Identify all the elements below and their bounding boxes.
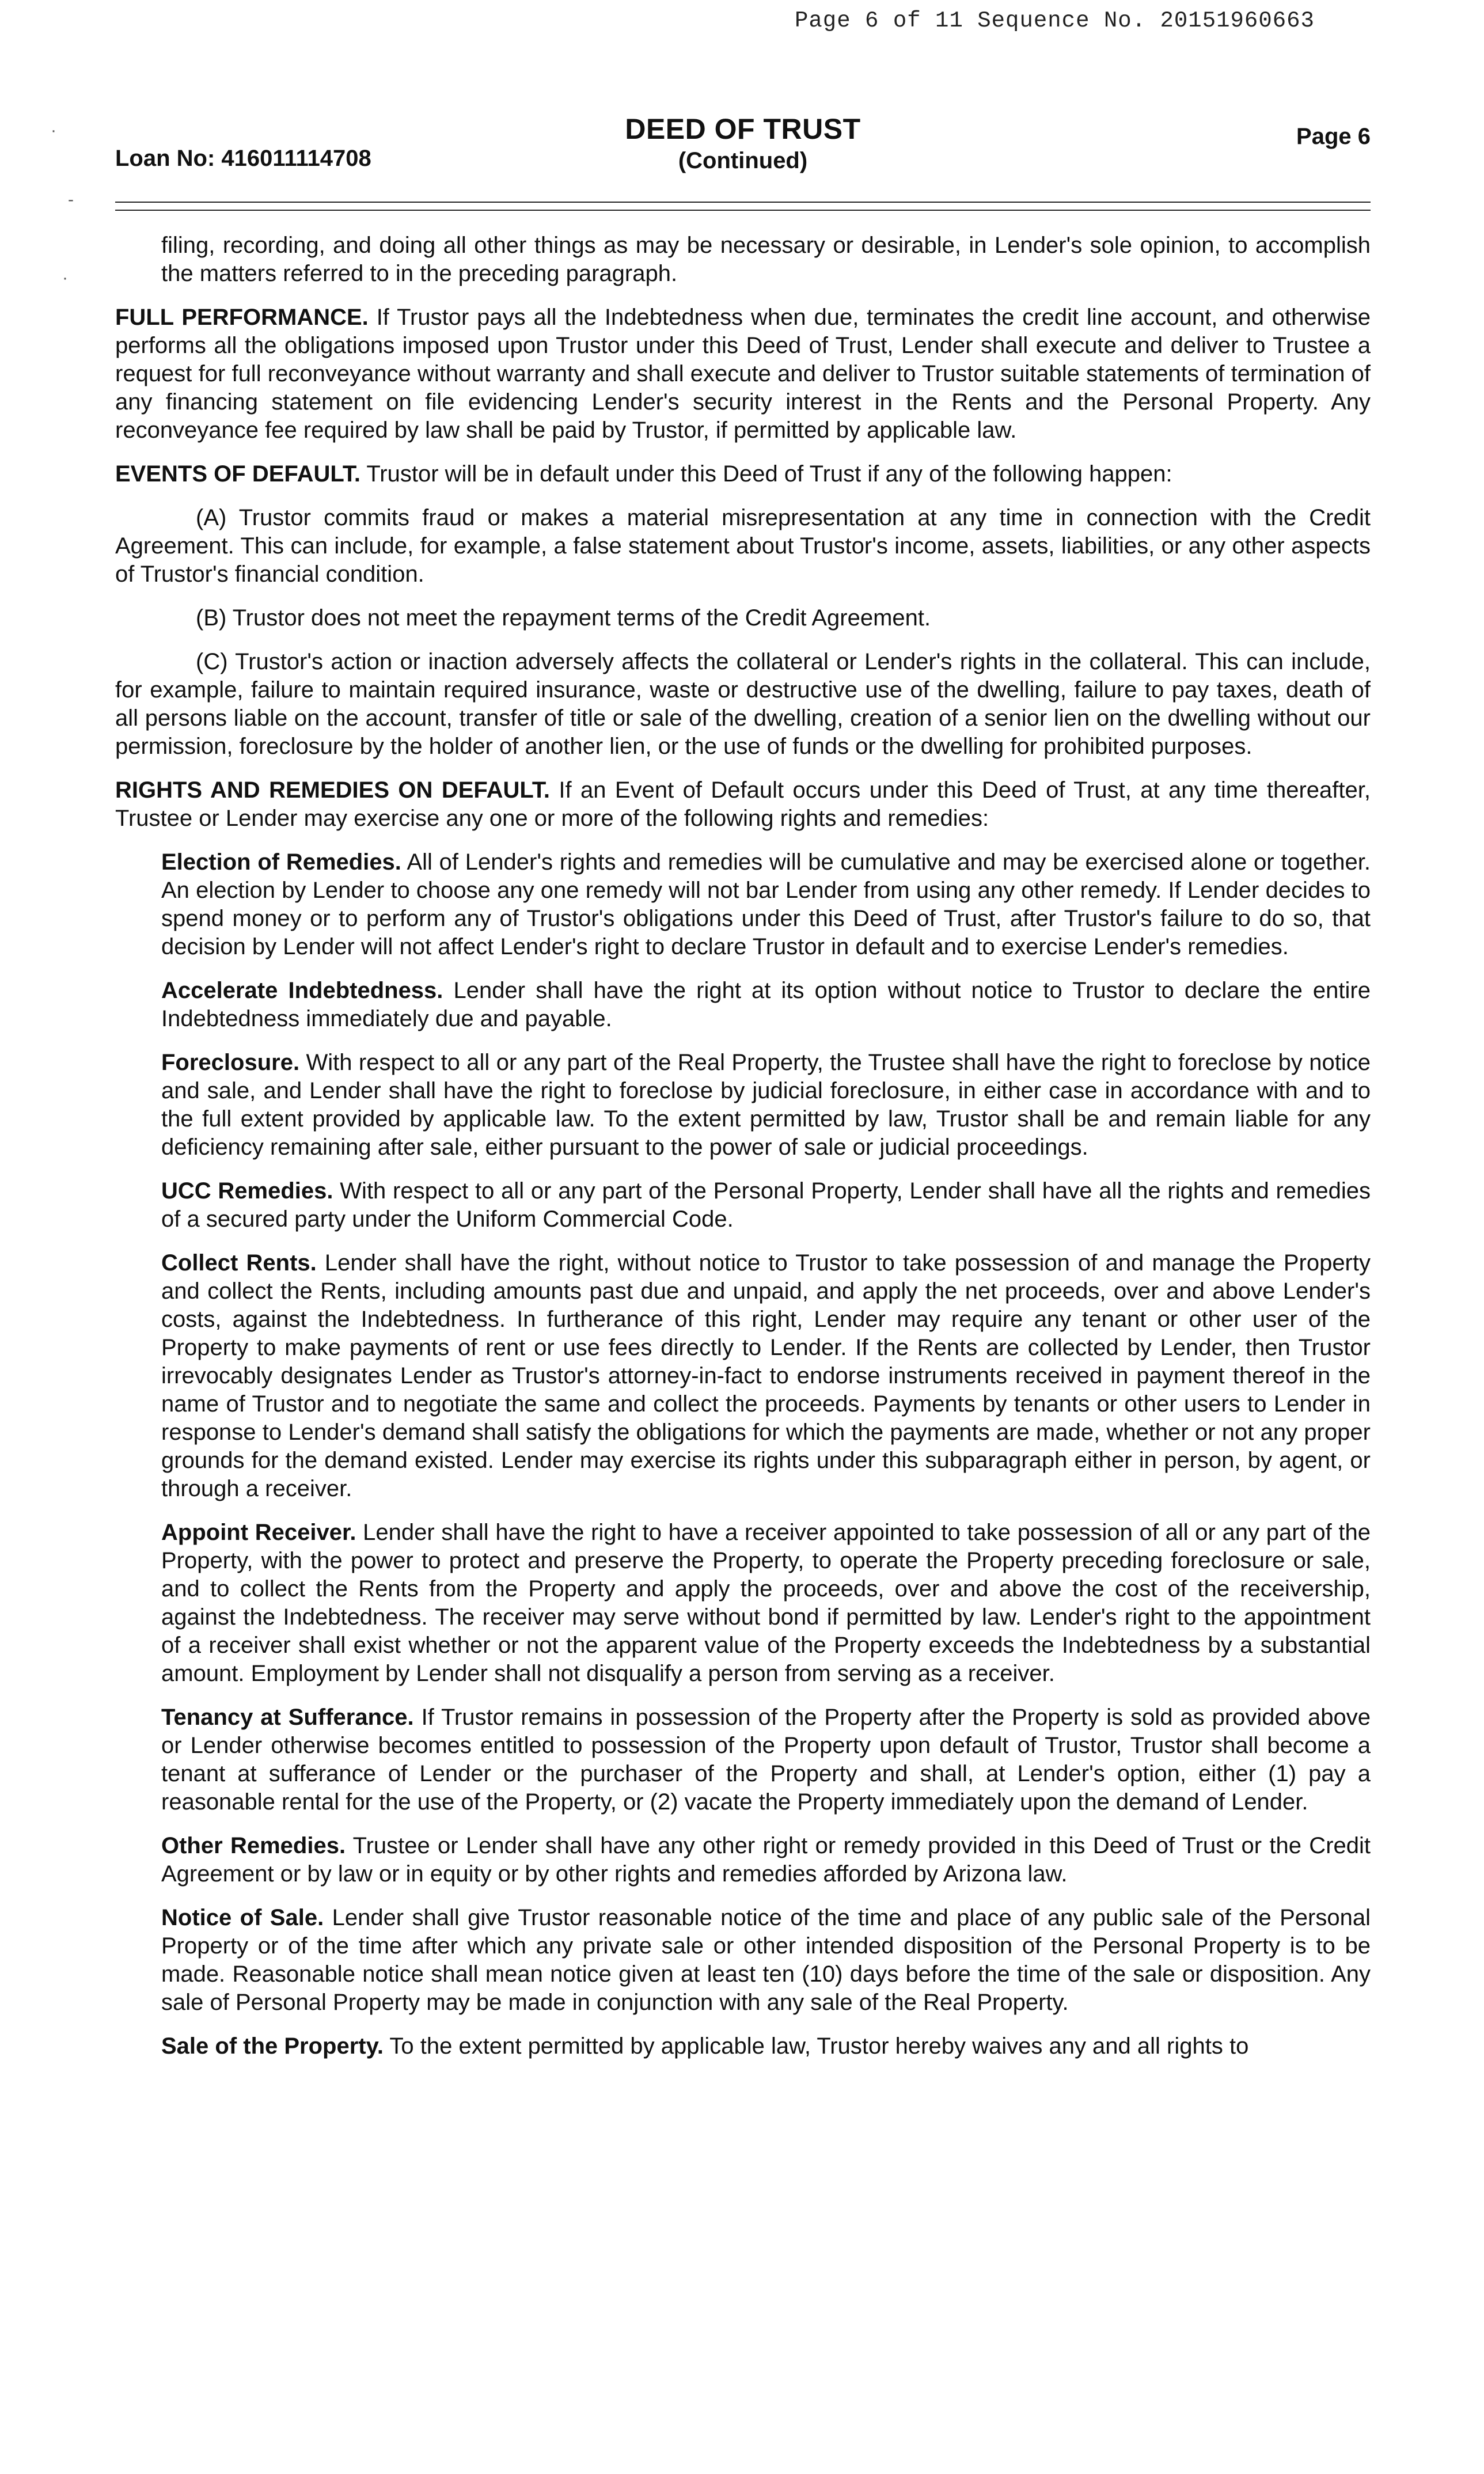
subsection-text: Lender shall have the right, without notice to Trustor to take possession of and manage the Property and collect the Rents, including amounts past due and unpaid, and apply the net proceeds, over and above Lender's costs, against the Indebtedness. In furtherance of this right, Lender may require any tenant or other user of the Property to make payments of rent or use fees directly to Lender. If the Rents are collected by Lender, then Trustor irrevocably designates Lender as Trustor's attorney-in-fact to endorse instruments received in payment thereof in the name of Trustor and to negotiate the same and collect the proceeds. Payments by tenants or other users to Lender in response to Lender's demand shall satisfy the obligations for which the payments are made, whether or not any proper grounds for the demand existed. Lender may exercise its rights under this subparagraph either in person, by agent, or through a receiver.	[161, 1250, 1371, 1501]
other-remedies	[115, 1832, 1371, 1888]
full-performance-section	[115, 303, 1371, 445]
section-text: If Trustor pays all the Indebtedness when due, terminates the credit line account, and otherwise performs all the obligations imposed upon Trustor under this Deed of Trust, Lender shall execute and deliver to Trustee a request for full reconveyance without warranty and shall execute and deliver to Trustor suitable statements of termination of any financing statement on file evidencing Lender's security interest in the Rents and the Personal Property. Any reconveyance fee required by law shall be paid by Trustor, if permitted by applicable law.	[115, 305, 1371, 443]
election-of-remedies	[115, 848, 1371, 961]
subsection-heading: Accelerate Indebtedness.	[161, 978, 443, 1003]
page-sequence-stamp: Page 6 of 11 Sequence No. 20151960663	[795, 8, 1315, 33]
margin-tick: -	[68, 190, 74, 209]
header-rule-top	[115, 202, 1371, 203]
section-heading: RIGHTS AND REMEDIES ON DEFAULT.	[115, 777, 550, 803]
event-c: (C) Trustor's action or inaction adversely affects the collateral or Lender's rights in the collateral. This can include, for example, failure to maintain required insurance, waste or destructive use of the dwelling, failure to pay taxes, death of all persons liable on the account, transfer of title or sale of the dwelling, creation of a senior lien on the dwelling without our permission, foreclosure by the holder of another lien, or the use of funds or the dwelling for prohibited purposes.	[115, 649, 1371, 759]
section-text: Trustor will be in default under this Deed of Trust if any of the following happen:	[366, 461, 1172, 487]
subsection-text: Lender shall give Trustor reasonable notice of the time and place of any public sale of the Personal Property or of the time after which any private sale or other intended disposition of the Personal Property is to be made. Reasonable notice shall mean notice given at least ten (10) days before the time of the sale or disposition. Any sale of Personal Property may be made in conjunction with any sale of the Real Property.	[161, 1905, 1371, 2015]
document-header	[115, 112, 1371, 176]
header-rule-bottom	[115, 210, 1371, 211]
document-body	[115, 232, 1371, 2076]
subsection-text: To the extent permitted by applicable law, Trustor hereby waives any and all rights to	[389, 2033, 1249, 2059]
subsection-heading: Other Remedies.	[161, 1833, 346, 1858]
rights-and-remedies-section	[115, 776, 1371, 833]
tenancy-at-sufferance	[115, 1703, 1371, 1816]
subsection-text: With respect to all or any part of the Real Property, the Trustee shall have the right to foreclose by notice and sale, and Lender shall have the right to foreclose by judicial foreclosure, in either case in accordance with and to the full extent provided by applicable law. To the extent permitted by law, Trustor shall be and remain liable for any deficiency remaining after sale, either pursuant to the power of sale or judicial proceedings.	[161, 1050, 1371, 1160]
subsection-text: Lender shall have the right to have a receiver appointed to take possession of all or any part of the Property, with the power to protect and preserve the Property, to operate the Property preceding foreclosure or sale, and to collect the Rents from the Property and apply the proceeds, over and above the cost of the receivership, against the Indebtedness. The receiver may serve without bond if permitted by law. Lender's right to the appointment of a receiver shall exist whether or not the apparent value of the Property exceeds the Indebtedness by a substantial amount. Employment by Lender shall not disqualify a person from serving as a receiver.	[161, 1520, 1371, 1686]
ucc-remedies	[115, 1177, 1371, 1234]
subsection-text: If Trustor remains in possession of the Property after the Property is sold as provided above or Lender otherwise becomes entitled to possession of the Property upon default of Trustor, Trustor shall become a tenant at sufferance of Lender or the purchaser of the Property and shall, at Lender's option, either (1) pay a reasonable rental for the use of the Property, or (2) vacate the Property immediately upon the demand of Lender.	[161, 1705, 1371, 1815]
subsection-heading: UCC Remedies.	[161, 1178, 333, 1204]
subsection-heading: Notice of Sale.	[161, 1905, 324, 1930]
appoint-receiver	[115, 1519, 1371, 1688]
subsection-heading: Foreclosure.	[161, 1050, 300, 1075]
accelerate-indebtedness	[115, 977, 1371, 1033]
subsection-text: With respect to all or any part of the Personal Property, Lender shall have all the rights and remedies of a secured party under the Uniform Commercial Code.	[161, 1178, 1371, 1232]
subsection-heading: Sale of the Property.	[161, 2033, 384, 2059]
subsection-heading: Election of Remedies.	[161, 849, 401, 875]
loan-number: Loan No: 416011114708	[115, 146, 371, 171]
subsection-heading: Collect Rents.	[161, 1250, 317, 1276]
events-of-default-section	[115, 460, 1371, 488]
section-heading: FULL PERFORMANCE.	[115, 305, 369, 330]
subsection-heading: Appoint Receiver.	[161, 1520, 356, 1545]
title-block	[115, 112, 1371, 174]
intro-paragraph: filing, recording, and doing all other things as may be necessary or desirable, in Lender's sole opinion, to accomplish the matters referred to in the preceding paragraph.	[161, 233, 1371, 286]
sale-of-the-property	[115, 2032, 1371, 2061]
section-text: If an Event of Default occurs under this Deed of Trust, at any time thereafter, Trustee or Lender may exercise any one or more of the following rights and remedies:	[115, 777, 1371, 831]
margin-dot: ·	[51, 121, 56, 140]
foreclosure	[115, 1049, 1371, 1162]
document-title: DEED OF TRUST	[625, 113, 861, 145]
subsection-text: Lender shall have the right at its option without notice to Trustor to declare the entire Indebtedness immediately due and payable.	[161, 978, 1371, 1031]
page-label: Page 6	[1296, 124, 1371, 149]
margin-dot: ·	[62, 268, 68, 287]
event-b: (B) Trustor does not meet the repayment terms of the Credit Agreement.	[196, 605, 931, 631]
event-a: (A) Trustor commits fraud or makes a material misrepresentation at any time in connection with the Credit Agreement. This can include, for example, a false statement about Trustor's income, assets, liabilities, or any other aspects of Trustor's financial condition.	[115, 505, 1371, 587]
document-subtitle: (Continued)	[678, 148, 808, 173]
collect-rents	[115, 1249, 1371, 1503]
subsection-text: All of Lender's rights and remedies will be cumulative and may be exercised alone or together. An election by Lender to choose any one remedy will not bar Lender from using any other remedy. If Lender decides to spend money or to perform any of Trustor's obligations under this Deed of Trust, after Trustor's failure to do so, that decision by Lender will not affect Lender's right to declare Trustor in default and to exercise Lender's remedies.	[161, 849, 1371, 959]
section-heading: EVENTS OF DEFAULT.	[115, 461, 360, 487]
subsection-text: Trustee or Lender shall have any other right or remedy provided in this Deed of Trust or the Credit Agreement or by law or in equity or by other rights and remedies afforded by Arizona law.	[161, 1833, 1371, 1887]
notice-of-sale	[115, 1904, 1371, 2017]
subsection-heading: Tenancy at Sufferance.	[161, 1705, 414, 1730]
